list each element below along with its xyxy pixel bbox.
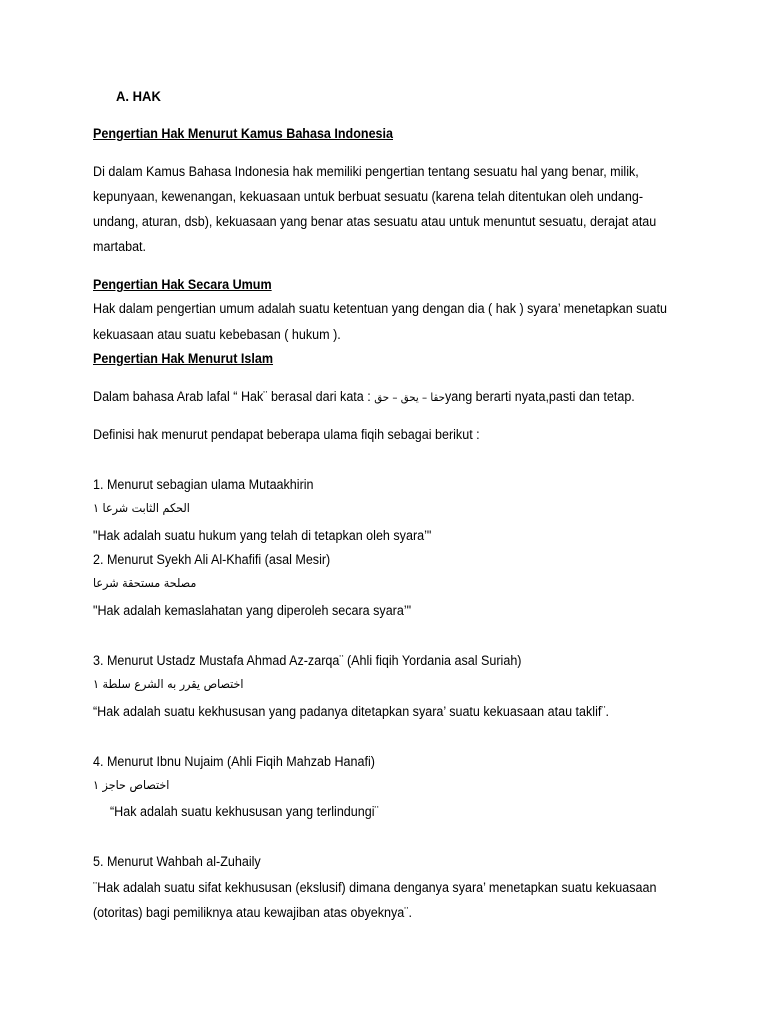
ulama-2-arabic: مصلحة مستحقة شرعا bbox=[93, 576, 197, 590]
ulama-5-name: 5. Menurut Wahbah al-Zuhaily bbox=[93, 854, 261, 869]
ulama-4-name: 4. Menurut Ibnu Nujaim (Ahli Fiqih Mahzab Hanafi) bbox=[93, 754, 375, 769]
heading-islam: Pengertian Hak Menurut Islam bbox=[93, 351, 274, 366]
ulama-1-arabic: الحكم الثابت شرعا ١ bbox=[93, 501, 190, 515]
ulama-3-meaning: “Hak adalah suatu kekhususan yang padanya ditetapkan syara’ suatu kekuasaan atau taklif¨. bbox=[93, 704, 610, 719]
heading-umum: Pengertian Hak Secara Umum bbox=[93, 277, 272, 292]
ulama-4-meaning: “Hak adalah suatu kekhususan yang terlindungi¨ bbox=[110, 804, 379, 819]
heading-kamus: Pengertian Hak Menurut Kamus Bahasa Indonesia bbox=[93, 126, 394, 141]
ulama-3-name: 3. Menurut Ustadz Mustafa Ahmad Az-zarqa¨ (Ahli fiqih Yordania asal Suriah) bbox=[93, 653, 522, 668]
umum-line-2: kekuasaan atau suatu kebebasan ( hukum ). bbox=[93, 327, 341, 342]
ulama-1-meaning: "Hak adalah suatu hukum yang telah di tetapkan oleh syara’" bbox=[93, 528, 432, 543]
kamus-line-2: kepunyaan, kewenangan, kekuasaan untuk berbuat sesuatu (karena telah ditentukan oleh undang- bbox=[93, 189, 644, 204]
kamus-line-3: undang, aturan, dsb), kekuasaan yang benar atas sesuatu atau untuk menuntut sesuatu, derajat atau bbox=[93, 214, 657, 229]
ulama-5-line-1: ¨Hak adalah suatu sifat kekhususan (ekslusif) dimana denganya syara’ menetapkan suatu kekuasaan bbox=[93, 880, 657, 895]
ulama-2-meaning: "Hak adalah kemaslahatan yang diperoleh secara syara’" bbox=[93, 603, 412, 618]
ulama-1-name: 1. Menurut sebagian ulama Mutaakhirin bbox=[93, 477, 314, 492]
ulama-2-name: 2. Menurut Syekh Ali Al-Khafifi (asal Mesir) bbox=[93, 552, 331, 567]
kamus-line-4: martabat. bbox=[93, 239, 147, 254]
arab-word: حقا – يحق – حق bbox=[374, 391, 445, 404]
arab-line-suffix: yang berarti nyata,pasti dan tetap. bbox=[444, 389, 635, 404]
ulama-3-arabic: اختصاص يقرر به الشرع سلطة ١ bbox=[93, 677, 244, 691]
arab-line bbox=[93, 388, 635, 406]
ulama-4-arabic: اختصاص حاجز ١ bbox=[93, 778, 170, 792]
kamus-line-1: Di dalam Kamus Bahasa Indonesia hak memiliki pengertian tentang sesuatu hal yang benar, milik, bbox=[93, 164, 639, 179]
umum-line-1: Hak dalam pengertian umum adalah suatu ketentuan yang dengan dia ( hak ) syara’ menetapkan suatu bbox=[93, 301, 667, 316]
ulama-5-line-2: (otoritas) bagi pemiliknya atau kewajiban atas obyeknya¨. bbox=[93, 905, 412, 920]
arab-line-prefix: Dalam bahasa Arab lafal “ Hak¨ berasal dari kata : bbox=[93, 389, 371, 404]
section-title: A. HAK bbox=[116, 88, 161, 104]
definisi-intro: Definisi hak menurut pendapat beberapa ulama fiqih sebagai berikut : bbox=[93, 427, 480, 442]
